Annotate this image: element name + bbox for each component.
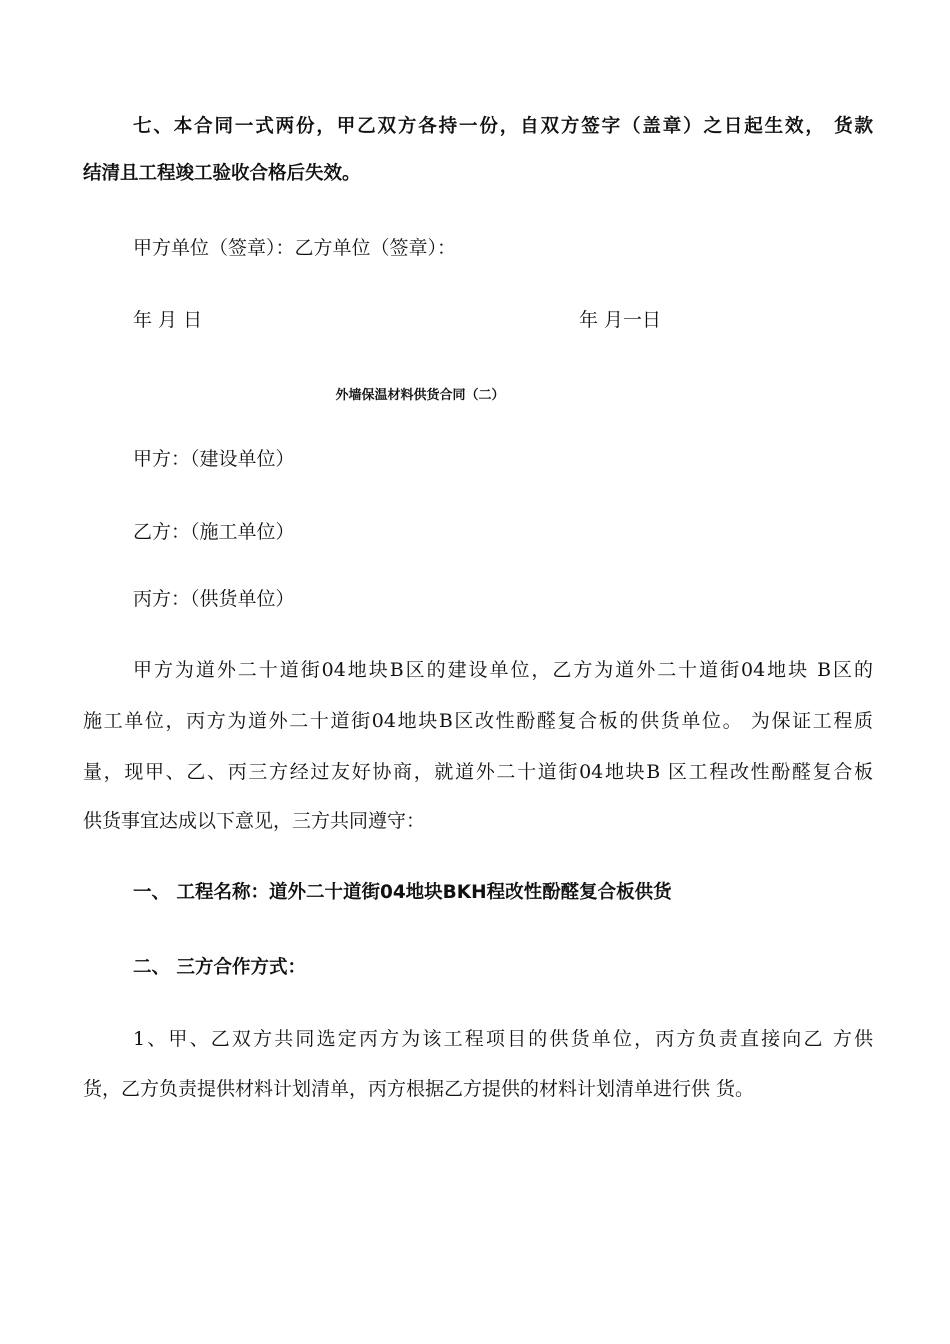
intro-line-4: 供货事宜达成以下意见，三方共同遵守： [83, 810, 426, 832]
signature-date-left: 年 月 日 [133, 309, 203, 331]
item-one-line-1: 1、甲、乙双方共同选定丙方为该工程项目的供货单位，丙方负责直接向乙 方供 [133, 1028, 873, 1050]
signature-date-right: 年 月一日 [579, 309, 662, 331]
party-c-line: 丙方：（供货单位） [133, 588, 295, 610]
intro-line-3: 量，现甲、乙、丙三方经过友好协商，就道外二十道街04地块B 区工程改性酚醛复合板 [83, 761, 873, 783]
clause-seven-line-1: 七、本合同一式两份，甲乙双方各持一份，自双方签字（盖章）之日起生效， 货款 [133, 116, 873, 137]
party-b-line: 乙方：（施工单位） [133, 521, 295, 543]
contract-title: 外墙保温材料供货合同（二） [335, 388, 505, 403]
item-one-line-2: 货，乙方负责提供材料计划清单，丙方根据乙方提供的材料计划清单进行供 货。 [83, 1078, 755, 1100]
party-a-line: 甲方：（建设单位） [133, 448, 295, 470]
clause-seven-line-2: 结清且工程竣工验收合格后失效。 [83, 163, 361, 184]
section-two-heading: 二、 三方合作方式： [133, 957, 306, 978]
signature-units-line: 甲方单位（签章）：乙方单位（签章）： [133, 237, 457, 259]
intro-line-1: 甲方为道外二十道街04地块B区的建设单位，乙方为道外二十道街04地块 B区的 [133, 659, 873, 681]
intro-line-2: 施工单位，丙方为道外二十道街04地块B区改性酚醛复合板的供货单位。 为保证工程质 [83, 710, 873, 732]
section-one-heading: 一、 工程名称：道外二十道街04地块BKH程改性酚醛复合板供货 [133, 882, 672, 903]
